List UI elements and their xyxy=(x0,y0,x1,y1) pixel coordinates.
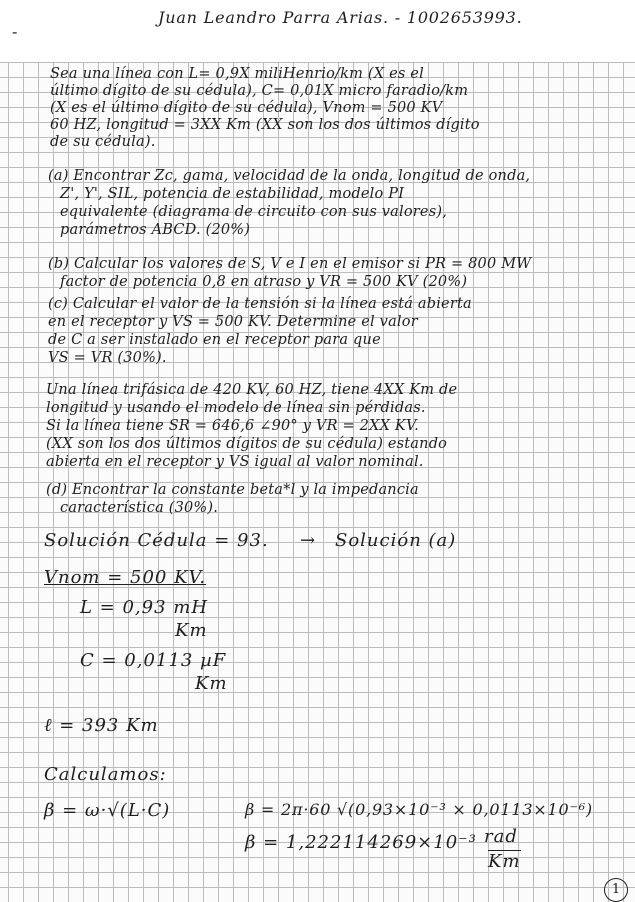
vnom-value: Vnom = 500 KV. xyxy=(44,567,207,588)
margin-mark: - xyxy=(12,22,18,41)
statement-line: (X es el último dígito de su cédula), Vnom = 500 KV xyxy=(50,100,443,116)
beta-formula: β = ω·√(L·C) xyxy=(44,800,171,821)
capacitance-value: C = 0,0113 µF xyxy=(80,650,227,671)
author-title: Juan Leandro Parra Arias. - 1002653993. xyxy=(158,8,523,27)
problem-2-line: (XX son los dos últimos dígitos de su cédula) estando xyxy=(46,436,448,452)
problem-2-line: Una línea trifásica de 420 KV, 60 HZ, tiene 4XX Km de xyxy=(46,382,458,398)
arrow-icon: → xyxy=(300,530,317,551)
part-c-line: de C a ser instalado en el receptor para que xyxy=(48,332,381,348)
part-d-line: característica (30%). xyxy=(60,500,219,516)
solution-label: Solución Cédula = 93. xyxy=(44,530,269,551)
calc-label: Calculamos: xyxy=(44,764,167,785)
problem-2-line: abierta en el receptor y VS igual al valor nominal. xyxy=(46,454,424,470)
part-a-line: equivalente (diagrama de circuito con sus valores), xyxy=(60,204,448,220)
statement-line: Sea una línea con L= 0,9X miliHenrio/km (X es el xyxy=(50,66,424,82)
page-number: 1 xyxy=(604,878,628,902)
part-a-line: Z', Y', SIL, potencia de estabilidad, modelo PI xyxy=(60,186,405,202)
line-length: ℓ = 393 Km xyxy=(44,715,159,736)
beta-unit-numerator: rad xyxy=(484,826,518,847)
beta-substitution: β = 2π·60 √(0,93×10⁻³ × 0,0113×10⁻⁶) xyxy=(245,800,593,819)
inductance-unit: Km xyxy=(175,620,208,641)
problem-2-line: longitud y usando el modelo de línea sin pérdidas. xyxy=(46,400,426,416)
problem-2-line: Si la línea tiene SR = 646,6 ∠90° y VR = 2XX KV. xyxy=(46,418,419,434)
part-b-line: factor de potencia 0,8 en atraso y VR = 500 KV (20%) xyxy=(60,274,468,290)
part-b-line: (b) Calcular los valores de S, V e I en el emisor si PR = 800 MW xyxy=(48,256,532,272)
part-d-line: (d) Encontrar la constante beta*l y la impedancia xyxy=(46,482,419,498)
part-a-line: (a) Encontrar Zc, gama, velocidad de la onda, longitud de onda, xyxy=(48,168,531,184)
capacitance-unit: Km xyxy=(195,673,228,694)
beta-unit-denominator: Km xyxy=(488,851,521,872)
part-a-line: parámetros ABCD. (20%) xyxy=(60,222,251,238)
part-c-line: VS = VR (30%). xyxy=(48,350,167,366)
statement-line: último dígito de su cédula), C= 0,01X micro faradio/km xyxy=(50,83,469,99)
statement-line: 60 HZ, longitud = 3XX Km (XX son los dos últimos dígito xyxy=(50,117,480,133)
part-c-line: en el receptor y VS = 500 KV. Determine el valor xyxy=(48,314,418,330)
statement-line: de su cédula). xyxy=(50,134,156,150)
solution-part-label: Solución (a) xyxy=(335,530,457,551)
inductance-value: L = 0,93 mH xyxy=(80,597,209,618)
part-c-line: (c) Calcular el valor de la tensión si la línea está abierta xyxy=(48,296,472,312)
beta-result: β = 1,222114269×10⁻³ xyxy=(245,832,477,853)
